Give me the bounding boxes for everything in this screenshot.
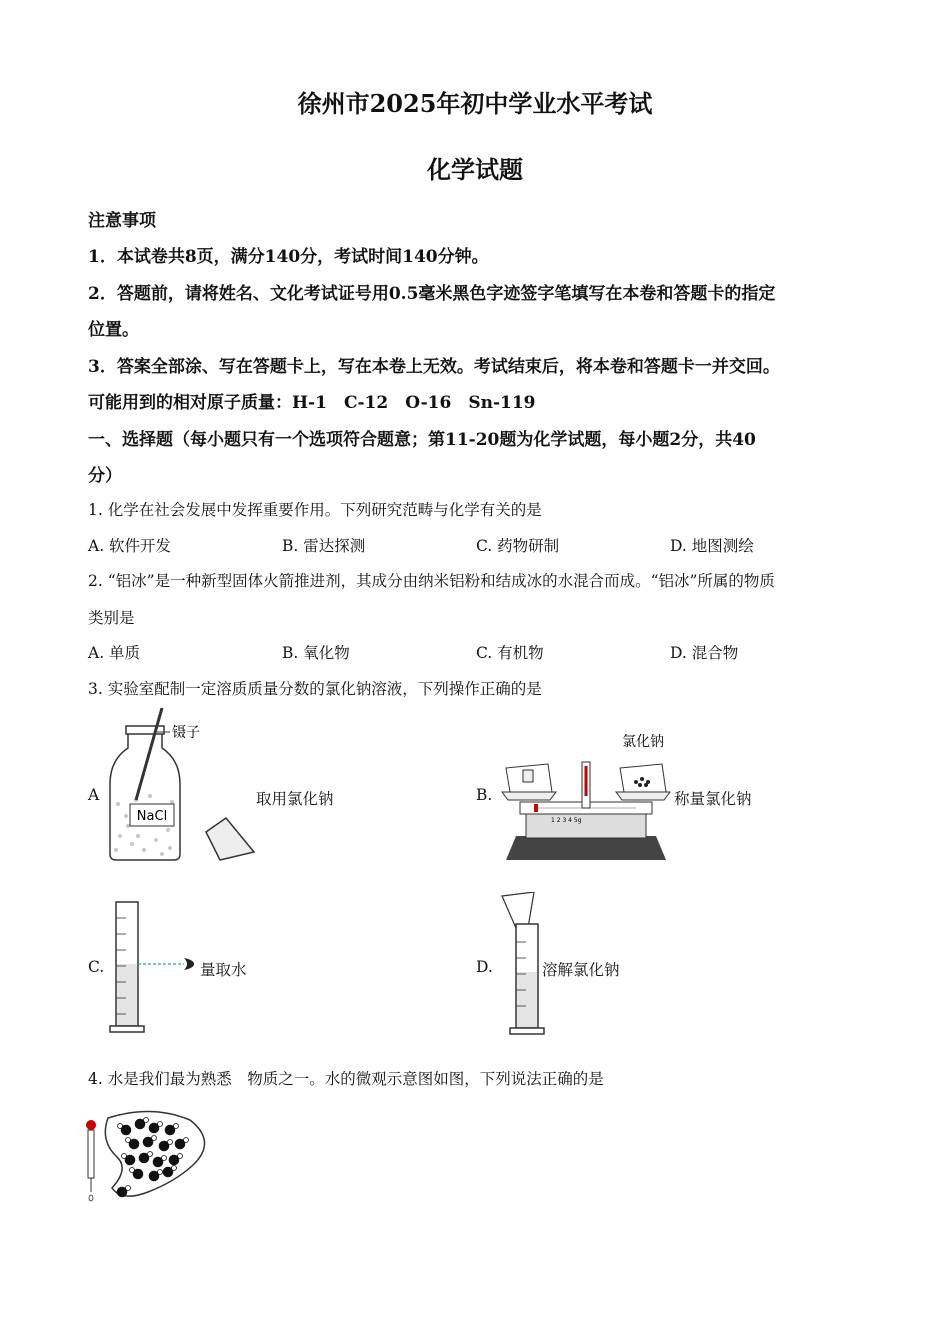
- question-3-stem: 3. 实验室配制一定溶质质量分数的氯化钠溶液，下列操作正确的是: [88, 680, 542, 698]
- question-3-option-a-letter[interactable]: A: [88, 786, 100, 804]
- question-2-option-a[interactable]: A. 单质: [88, 644, 141, 662]
- question-3-option-c-caption: 量取水: [200, 961, 247, 979]
- balance-scale-figure: [496, 724, 676, 866]
- notice-item-1: 1．本试卷共8页，满分140分，考试时间140分钟。: [88, 247, 489, 267]
- question-1-option-c[interactable]: C. 药物研制: [476, 537, 560, 555]
- section-1-heading-line2: 分）: [88, 466, 122, 486]
- question-3-option-b-letter[interactable]: B.: [476, 786, 493, 804]
- graduated-cylinder-reading: [108, 898, 208, 1034]
- question-3-option-a-caption: 取用氯化钠: [256, 790, 334, 808]
- svg-text:1 2 3 4 5g: 1 2 3 4 5g: [551, 817, 582, 824]
- notice-item-2-line2: 位置。: [88, 320, 139, 340]
- question-4-stem: 4. 水是我们最为熟悉 物质之一。水的微观示意图如图，下列说法正确的是: [88, 1070, 604, 1088]
- question-1-option-b[interactable]: B. 雷达探测: [282, 537, 366, 555]
- question-1-stem: 1. 化学在社会发展中发挥重要作用。下列研究范畴与化学有关的是: [88, 501, 542, 519]
- question-2-stem-line2: 类别是: [88, 609, 135, 627]
- section-1-heading-line1: 一、选择题（每小题只有一个选项符合题意；第11-20题为化学试题，每小题2分，共40: [88, 430, 756, 450]
- question-2-option-b[interactable]: B. 氧化物: [282, 644, 350, 662]
- notice-item-3: 3．答案全部涂、写在答题卡上，写在本卷上无效。考试结束后，将本卷和答题卡一并交回。: [88, 357, 780, 377]
- question-3-option-b-caption: 称量氯化钠: [674, 790, 752, 808]
- water-molecule-diagram: [82, 1108, 222, 1204]
- question-2-option-d[interactable]: D. 混合物: [670, 644, 739, 662]
- nacl-bottle-label: NaCl: [136, 809, 168, 824]
- notice-item-2-line1: 2．答题前，请将姓名、文化考试证号用0.5毫米黑色字迹签字笔填写在本卷和答题卡的指定: [88, 284, 776, 304]
- nacl-balance-label: 氯化钠: [622, 734, 664, 750]
- question-3-option-d-letter[interactable]: D.: [476, 958, 493, 976]
- question-3-option-c-letter[interactable]: C.: [88, 958, 105, 976]
- notice-heading: 注意事项: [88, 211, 156, 231]
- tweezer-label: 镊子: [172, 725, 200, 741]
- reagent-bottle-figure: [100, 704, 260, 864]
- exam-subtitle: 化学试题: [427, 155, 523, 184]
- question-2-stem-line1: 2. “铝冰”是一种新型固体火箭推进剂，其成分由纳米铝粉和结成冰的水混合而成。“铝冰”所属的物质: [88, 572, 775, 590]
- exam-title: 徐州市2025年初中学业水平考试: [297, 89, 653, 118]
- question-1-option-a[interactable]: A. 软件开发: [88, 537, 172, 555]
- question-1-option-d[interactable]: D. 地图测绘: [670, 537, 754, 555]
- question-3-option-d-caption: 溶解氯化钠: [542, 961, 620, 979]
- question-2-option-c[interactable]: C. 有机物: [476, 644, 544, 662]
- atomic-mass-line: 可能用到的相对原子质量：H-1 C-12 O-16 Sn-119: [88, 393, 536, 413]
